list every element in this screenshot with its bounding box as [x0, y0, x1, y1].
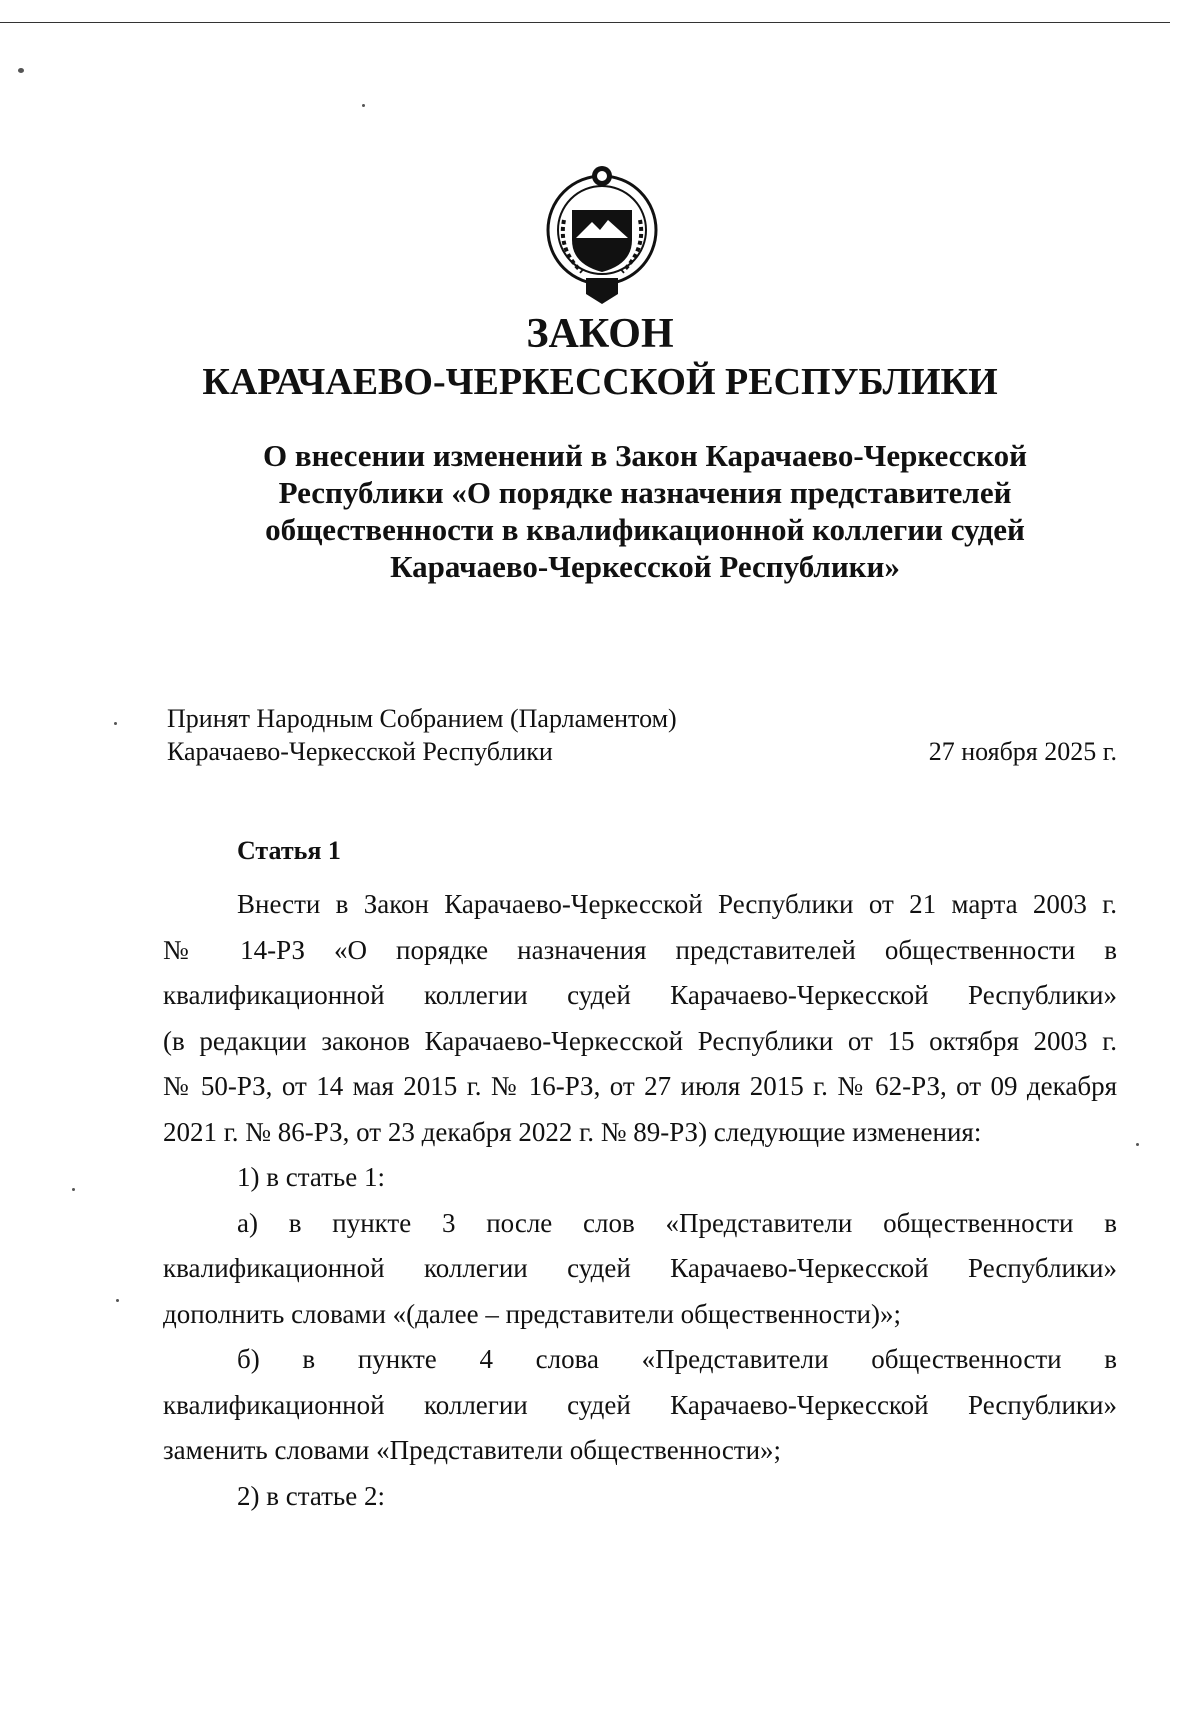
body-line: (в редакции законов Карачаево-Черкесской Республики от 15 октября 2003 г.	[163, 1025, 1117, 1056]
scan-speck	[362, 104, 365, 107]
issuer-title: КАРАЧАЕВО-ЧЕРКЕССКОЙ РЕСПУБЛИКИ	[202, 361, 998, 403]
item-1b-line: б) в пункте 4 слова «Представители общественности в	[237, 1344, 1117, 1374]
adoption-statement	[167, 702, 677, 768]
scan-top-line	[0, 22, 1170, 23]
subject-line: Карачаево-Черкесской Республики»	[390, 549, 900, 584]
coat-of-arms-emblem	[542, 160, 662, 310]
scan-speck	[116, 1299, 119, 1302]
body-line: 2021 г. № 86-РЗ, от 23 декабря 2022 г. № 89-РЗ) следующие изменения:	[163, 1116, 982, 1147]
item-1: 1) в статье 1:	[237, 1162, 385, 1192]
subject-line: О внесении изменений в Закон Карачаево-Черкесской	[263, 438, 1027, 473]
article-heading: Статья 1	[237, 836, 341, 865]
item-1a-line: дополнить словами «(далее – представители общественности)»;	[163, 1298, 901, 1329]
article-body	[163, 882, 1117, 1519]
item-1b-line: квалификационной коллегии судей Карачаево-Черкесской Республики»	[163, 1389, 1117, 1420]
scan-speck	[1136, 1143, 1139, 1146]
item-2: 2) в статье 2:	[237, 1480, 385, 1511]
subject-line: Республики «О порядке назначения представителей	[278, 475, 1012, 510]
body-line: № 14-РЗ «О порядке назначения представителей общественности в	[163, 934, 1117, 965]
item-1a-line: а) в пункте 3 после слов «Представители общественности в	[237, 1207, 1117, 1238]
scan-speck	[72, 1188, 75, 1191]
adoption-line: Принят Народным Собранием (Парламентом)	[167, 704, 677, 733]
body-line: Внести в Закон Карачаево-Черкесской Республики от 21 марта 2003 г.	[237, 889, 1117, 919]
scan-speck	[114, 722, 117, 725]
scan-speck	[18, 68, 24, 73]
item-1a-line: квалификационной коллегии судей Карачаево-Черкесской Республики»	[163, 1253, 1117, 1283]
document-type-title: ЗАКОН	[526, 311, 674, 357]
law-subject	[220, 437, 1070, 585]
adoption-line: Карачаево-Черкесской Республики	[167, 737, 553, 766]
adoption-date: 27 ноября 2025 г.	[928, 737, 1117, 766]
item-1b-line: заменить словами «Представители общественности»;	[163, 1435, 782, 1465]
body-line: № 50-РЗ, от 14 мая 2015 г. № 16-РЗ, от 27 июля 2015 г. № 62-РЗ, от 09 декабря	[163, 1071, 1117, 1101]
subject-line: общественности в квалификационной коллегии судей	[265, 512, 1025, 547]
body-line: квалификационной коллегии судей Карачаево-Черкесской Республики»	[163, 980, 1117, 1010]
